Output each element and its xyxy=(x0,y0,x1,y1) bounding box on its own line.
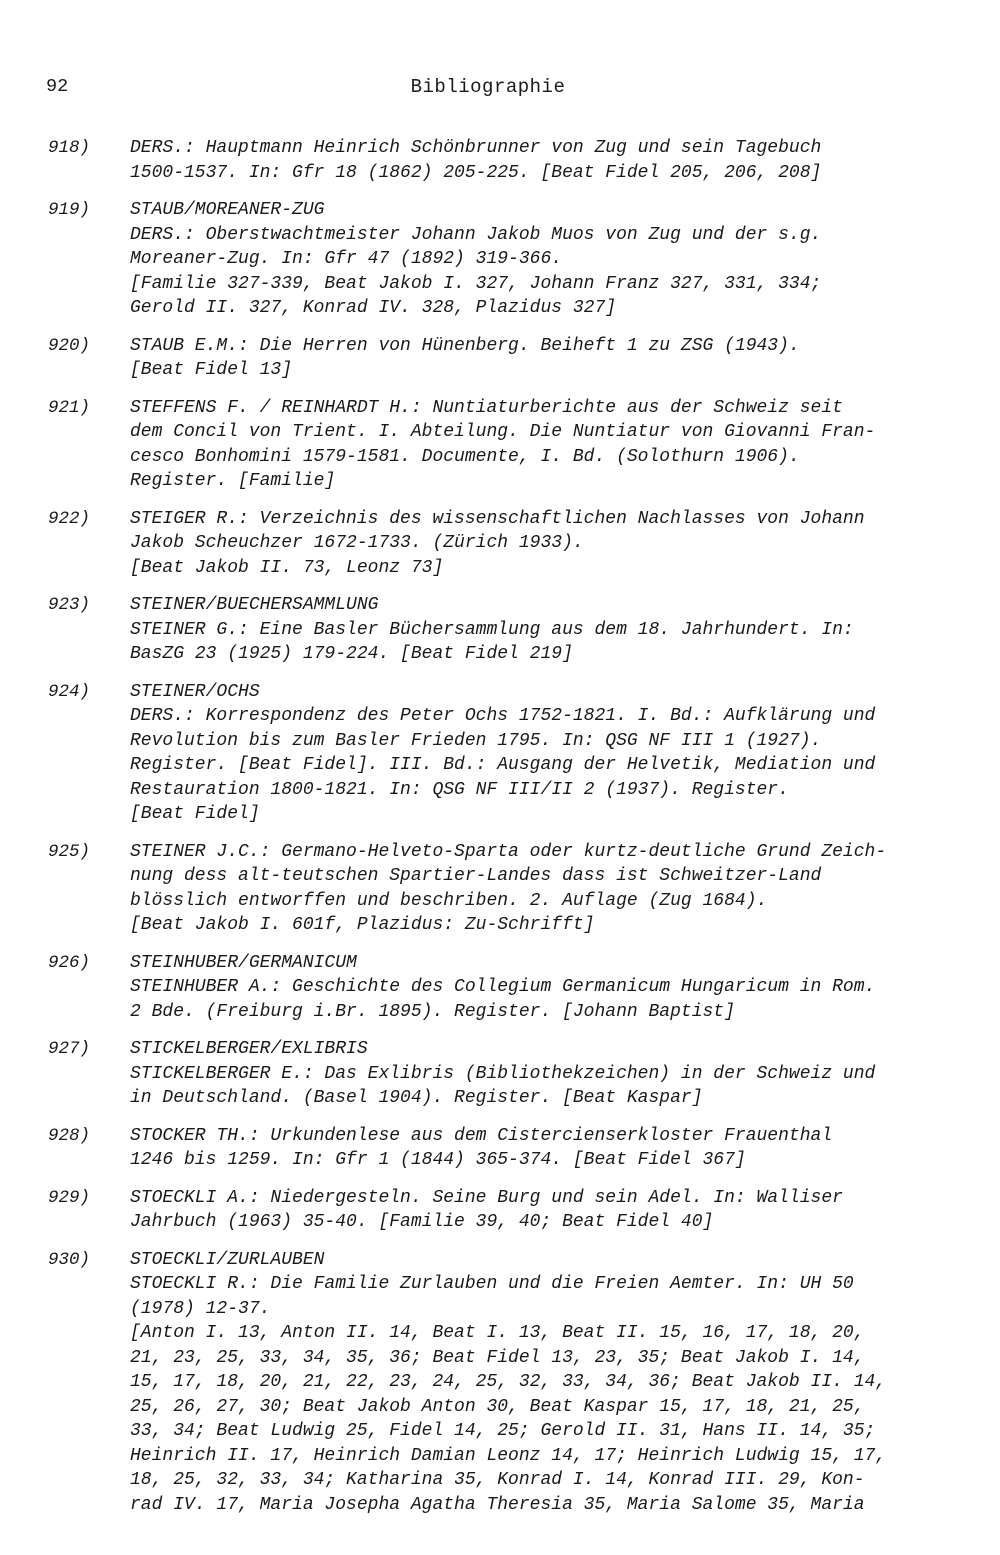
entry-line: STEINER G.: Eine Basler Büchersammlung aus dem 18. Jahrhundert. In: xyxy=(130,619,854,640)
entry-line: Heinrich II. 17, Heinrich Damian Leonz 14, 17; Heinrich Ludwig 15, 17, xyxy=(130,1445,887,1466)
entry-line: STEINER J.C.: Germano-Helveto-Sparta oder kurtz-deutliche Grund Zeich- xyxy=(130,841,887,862)
entry-line: DERS.: Hauptmann Heinrich Schönbrunner von Zug und sein Tagebuch xyxy=(130,138,822,158)
entry-number: 918) xyxy=(48,138,91,158)
page-number: 92 xyxy=(46,76,69,97)
entry-line: 15, 17, 18, 20, 21, 22, 23, 24, 25, 32, 33, 34, 36; Beat Jakob II. 14, xyxy=(130,1372,887,1392)
page-title: Bibliographie xyxy=(410,76,566,98)
entry-text xyxy=(130,951,950,1025)
entry-line: 18, 25, 32, 33, 34; Katharina 35, Konrad I. 14, Konrad III. 29, Kon- xyxy=(130,1470,865,1490)
bibliography-entry xyxy=(0,1124,1000,1173)
entry-line: Gerold II. 327, Konrad IV. 328, Plazidus 327] xyxy=(130,298,617,318)
bibliography-entry xyxy=(0,1248,1000,1518)
entry-line: [Beat Fidel 13] xyxy=(130,360,293,380)
entry-line: 21, 23, 25, 33, 34, 35, 36; Beat Fidel 13, 23, 35; Beat Jakob I. 14, xyxy=(130,1347,865,1368)
entry-line: in Deutschland. (Basel 1904). Register. [Beat Kaspar] xyxy=(130,1088,703,1108)
entry-text xyxy=(130,1124,950,1173)
entry-line: blösslich entworffen und beschriben. 2. Auflage (Zug 1684). xyxy=(130,890,768,911)
entry-line: [Beat Jakob I. 601f, Plazidus: Zu-Schrifft] xyxy=(130,915,595,935)
entry-line: DERS.: Oberstwachtmeister Johann Jakob Muos von Zug und der s.g. xyxy=(130,224,822,245)
entry-text xyxy=(130,198,950,321)
entry-text xyxy=(130,507,950,581)
entry-text xyxy=(130,1186,950,1235)
bibliography-entry xyxy=(0,198,1000,321)
entry-line: dem Concil von Trient. I. Abteilung. Die Nuntiatur von Giovanni Fran- xyxy=(130,422,876,442)
entry-line: STEINHUBER/GERMANICUM xyxy=(130,952,357,973)
entry-text xyxy=(130,593,950,667)
entry-number: 919) xyxy=(48,200,91,220)
entry-line: STAUB/MOREANER-ZUG xyxy=(130,200,325,220)
entry-text xyxy=(130,334,950,383)
entry-line: [Familie 327-339, Beat Jakob I. 327, Johann Franz 327, 331, 334; xyxy=(130,273,822,294)
entry-text xyxy=(130,396,950,494)
entry-line: (1978) 12-37. xyxy=(130,1298,271,1319)
bibliography-entry xyxy=(0,507,1000,581)
entry-line: [Anton I. 13, Anton II. 14, Beat I. 13, Beat II. 15, 16, 17, 18, 20, xyxy=(130,1323,865,1343)
entry-text xyxy=(130,840,950,938)
entry-line: Moreaner-Zug. In: Gfr 47 (1892) 319-366. xyxy=(130,249,563,269)
entry-text xyxy=(130,1037,950,1111)
bibliography-entry xyxy=(0,136,1000,185)
entry-line: 25, 26, 27, 30; Beat Jakob Anton 30, Beat Kaspar 15, 17, 18, 21, 25, xyxy=(130,1396,865,1417)
entry-line: STEIGER R.: Verzeichnis des wissenschaftlichen Nachlasses von Johann xyxy=(130,508,865,529)
entry-number: 929) xyxy=(48,1187,91,1208)
entry-number: 930) xyxy=(48,1249,91,1270)
entry-line: STOCKER TH.: Urkundenlese aus dem Cistercienserkloster Frauenthal xyxy=(130,1125,833,1146)
entry-line: STEFFENS F. / REINHARDT H.: Nuntiaturberichte aus der Schweiz seit xyxy=(130,397,843,418)
entry-line: STOECKLI R.: Die Familie Zurlauben und die Freien Aemter. In: UH 50 xyxy=(130,1274,854,1294)
entry-line: rad IV. 17, Maria Josepha Agatha Theresia 35, Maria Salome 35, Maria xyxy=(130,1494,865,1515)
entry-line: BasZG 23 (1925) 179-224. [Beat Fidel 219] xyxy=(130,644,573,664)
entry-line: Jakob Scheuchzer 1672-1733. (Zürich 1933). xyxy=(130,533,584,553)
entry-line: STICKELBERGER/EXLIBRIS xyxy=(130,1039,368,1059)
entry-line: DERS.: Korrespondenz des Peter Ochs 1752-1821. I. Bd.: Aufklärung und xyxy=(130,706,876,726)
entry-number: 920) xyxy=(48,335,91,356)
entry-line: 1500-1537. In: Gfr 18 (1862) 205-225. [Beat Fidel 205, 206, 208] xyxy=(130,162,822,183)
entry-number: 926) xyxy=(48,952,91,973)
bibliography-entry xyxy=(0,334,1000,383)
entry-text xyxy=(130,136,950,185)
bibliography-list xyxy=(0,136,1000,1530)
entry-line: STEINER/OCHS xyxy=(130,681,260,702)
entry-line: nung dess alt-teutschen Spartier-Landes dass ist Schweitzer-Land xyxy=(130,866,822,886)
entry-line: Register. [Beat Fidel]. III. Bd.: Ausgang der Helvetik, Mediation und xyxy=(130,755,876,775)
bibliography-entry xyxy=(0,1186,1000,1235)
bibliography-entry xyxy=(0,951,1000,1025)
entry-line: Restauration 1800-1821. In: QSG NF III/II 2 (1937). Register. xyxy=(130,779,789,800)
entry-line: Register. [Familie] xyxy=(130,471,336,491)
bibliography-entry xyxy=(0,1037,1000,1111)
entry-line: STICKELBERGER E.: Das Exlibris (Bibliothekzeichen) in der Schweiz und xyxy=(130,1063,876,1084)
entry-line: STEINHUBER A.: Geschichte des Collegium Germanicum Hungaricum in Rom. xyxy=(130,977,876,997)
entry-number: 928) xyxy=(48,1125,91,1146)
bibliography-entry xyxy=(0,593,1000,667)
bibliography-entry xyxy=(0,396,1000,494)
entry-line: cesco Bonhomini 1579-1581. Documente, I. Bd. (Solothurn 1906). xyxy=(130,446,800,467)
bibliography-entry xyxy=(0,680,1000,827)
entry-line: Jahrbuch (1963) 35-40. [Familie 39, 40; Beat Fidel 40] xyxy=(130,1212,714,1232)
entry-number: 925) xyxy=(48,841,91,862)
entry-line: Revolution bis zum Basler Frieden 1795. In: QSG NF III 1 (1927). xyxy=(130,730,822,751)
entry-line: STOECKLI/ZURLAUBEN xyxy=(130,1249,325,1270)
bibliography-entry xyxy=(0,840,1000,938)
entry-line: STEINER/BUECHERSAMMLUNG xyxy=(130,595,379,615)
entry-number: 923) xyxy=(48,595,91,615)
entry-line: 2 Bde. (Freiburg i.Br. 1895). Register. [Johann Baptist] xyxy=(130,1001,735,1022)
entry-line: 1246 bis 1259. In: Gfr 1 (1844) 365-374. [Beat Fidel 367] xyxy=(130,1150,746,1170)
entry-number: 927) xyxy=(48,1039,91,1059)
entry-text xyxy=(130,1248,950,1518)
entry-line: [Beat Jakob II. 73, Leonz 73] xyxy=(130,557,444,578)
entry-line: [Beat Fidel] xyxy=(130,804,260,824)
entry-text xyxy=(130,680,950,827)
entry-line: 33, 34; Beat Ludwig 25, Fidel 14, 25; Gerold II. 31, Hans II. 14, 35; xyxy=(130,1421,876,1441)
entry-number: 921) xyxy=(48,397,91,418)
entry-line: STAUB E.M.: Die Herren von Hünenberg. Beiheft 1 zu ZSG (1943). xyxy=(130,335,800,356)
entry-number: 922) xyxy=(48,508,91,529)
entry-line: STOECKLI A.: Niedergesteln. Seine Burg und sein Adel. In: Walliser xyxy=(130,1187,843,1208)
entry-number: 924) xyxy=(48,681,91,702)
